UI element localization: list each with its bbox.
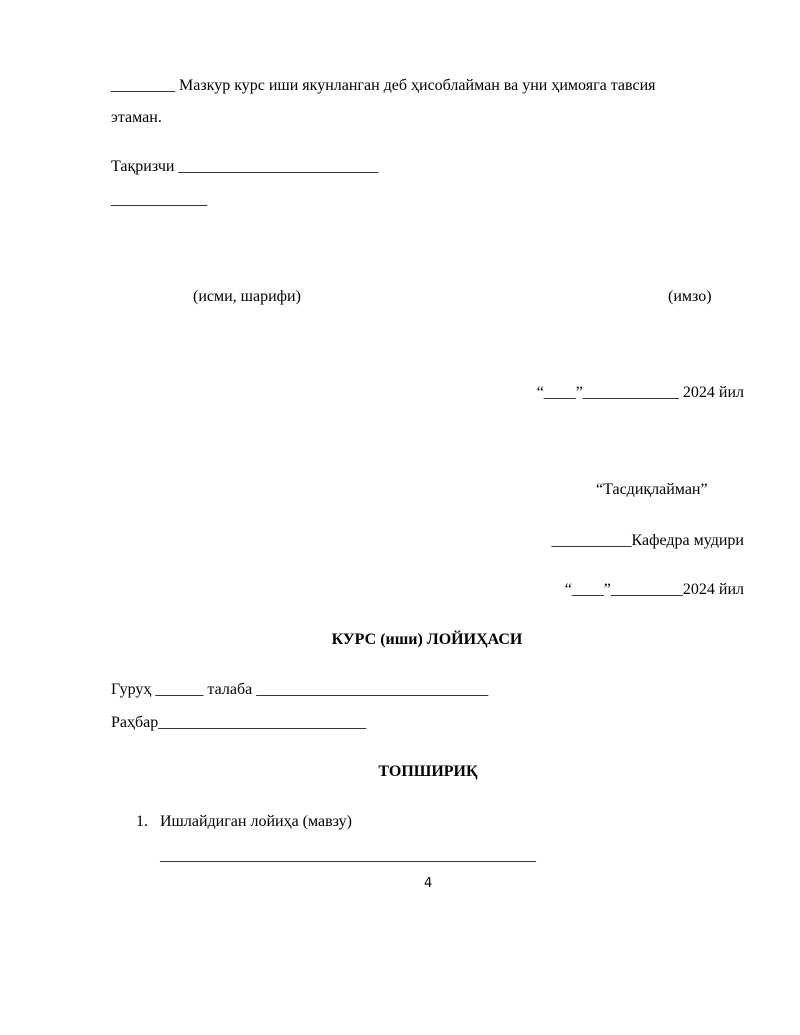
intro-line-1: ________ Мазкур курс иши якунланган деб ҳисоблайман ва уни ҳимояга тавсия [111,77,656,94]
name-caption: (исми, шарифи) [193,288,301,305]
page-number: 4 [424,876,433,891]
reviewer-blank: ____________ [111,191,207,208]
group-student-line: Гуруҳ ______ талаба _____________________________ [111,681,489,698]
supervisor-line: Раҳбар__________________________ [111,714,367,731]
task-heading: ТОПШИРИҚ [378,763,478,780]
intro-line-2: этаман. [111,109,162,126]
reviewer-line: Тақризчи _________________________ [111,158,379,175]
signature-caption: (имзо) [668,288,712,305]
approval-title: “Тасдиқлайман” [596,481,708,498]
department-head-line: __________Кафедра мудири [551,532,744,549]
approval-date: “____”_________2024 йил [564,581,744,598]
task-number: 1. [136,813,148,830]
task-label: Ишлайдиган лойиҳа (мавзу) [160,813,352,830]
review-date: “____”____________ 2024 йил [536,384,744,401]
document-heading: КУРС (иши) ЛОЙИҲАСИ [331,631,523,648]
task-blank: _______________________________________________ [160,847,536,864]
